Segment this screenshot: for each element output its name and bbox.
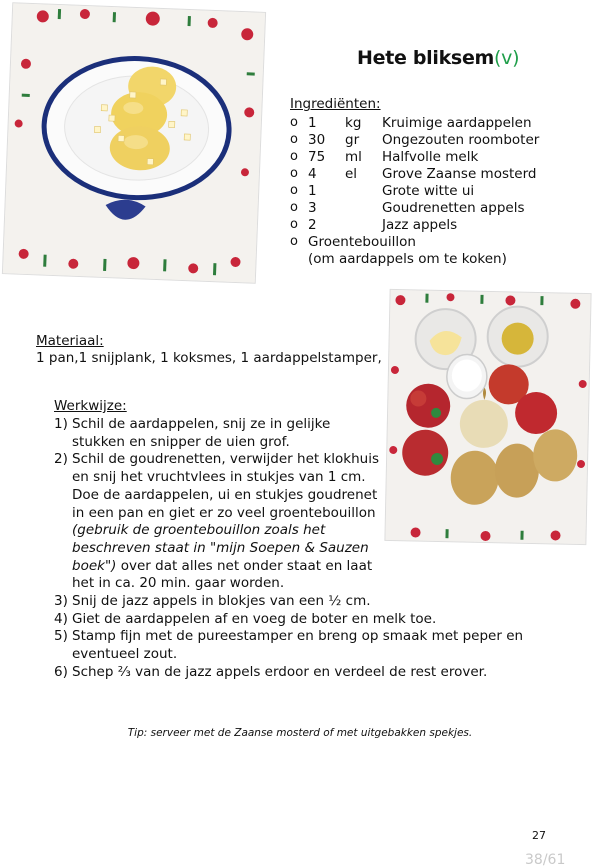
step-text: Schep ⅔ van de jazz appels erdoor en verdeel de rest erover. [72, 663, 488, 680]
step-text: Schil de goudrenetten, verwijder het klokhuis en snij het vruchtvlees in stukjes van 1 cm. Doe de aardappelen, ui en stukjes goudrenet in een pan en giet er zo veel groentebouillon [72, 451, 380, 521]
ingredient-name: Grove Zaanse mosterd [382, 166, 537, 182]
method-step [54, 628, 542, 663]
step-text: Snij de jazz appels in blokjes van een ½ cm. [72, 593, 371, 610]
ingredient-unit: gr [345, 132, 360, 148]
dish-photo-illustration [3, 3, 265, 282]
method-heading: Werkwijze: [54, 398, 127, 414]
step-number: 1) [54, 416, 68, 432]
bullet: o [290, 234, 298, 249]
ingredient-unit: ml [345, 149, 362, 165]
bullet: o [290, 217, 298, 232]
ingredient-name: Grote witte ui [382, 183, 475, 199]
ingredients-heading: Ingrediënten: [290, 96, 381, 112]
dish-photo [3, 3, 265, 282]
page-counter: 38/61 [525, 852, 566, 868]
vegetarian-marker: (v) [494, 47, 520, 69]
method-steps [54, 416, 542, 682]
materials-text: 1 pan,1 snijplank, 1 koksmes, 1 aardappelstamper, [36, 350, 382, 366]
step-number: 4) [54, 610, 68, 627]
bullet: o [290, 132, 298, 147]
ingredient-name: Halfvolle melk [382, 149, 479, 165]
ingredient-unit: kg [345, 115, 362, 131]
ingredient-qty: 4 [308, 166, 317, 182]
step-text: Stamp fijn met de pureestamper en breng op smaak met peper en eventueel zout. [72, 628, 524, 663]
serving-tip: Tip: serveer met de Zaanse mosterd of met uitgebakken spekjes. [127, 727, 473, 739]
ingredient-name: Groentebouillon [308, 234, 416, 250]
ingredient-qty: 1 [308, 183, 317, 199]
recipe-title-text: Hete bliksem [357, 47, 495, 69]
page-number: 27 [532, 829, 546, 842]
bullet: o [290, 200, 298, 215]
ingredient-unit: el [345, 166, 358, 182]
method-step [54, 611, 542, 629]
ingredient-qty: 75 [308, 149, 326, 165]
step-number: 2) [54, 451, 68, 468]
ingredient-name: Goudrenetten appels [382, 200, 525, 216]
step-number: 3) [54, 593, 68, 610]
ingredient-name: Kruimige aardappelen [382, 115, 532, 131]
step-text: over dat alles net onder staat en laat het in ca. 20 min. gaar worden. [72, 557, 373, 592]
ingredients-list [290, 115, 550, 275]
bullet: o [290, 149, 298, 164]
ingredient-name: Jazz appels [382, 217, 458, 233]
method-step [54, 593, 542, 611]
ingredient-note-text: (om aardappels om te koken) [308, 251, 507, 267]
ingredient-qty: 30 [308, 132, 326, 148]
method-step [54, 416, 384, 451]
ingredient-qty: 3 [308, 200, 317, 216]
materials-heading: Materiaal: [36, 333, 104, 349]
step-number: 5) [54, 628, 68, 645]
method-step-list [54, 416, 542, 682]
bullet: o [290, 183, 298, 198]
recipe-title [357, 47, 519, 69]
bullet: o [290, 115, 298, 130]
ingredient-qty: 2 [308, 217, 317, 233]
ingredient-qty: 1 [308, 115, 317, 131]
method-step [54, 451, 384, 593]
step-number: 6) [54, 663, 68, 680]
step-text-italic: (gebruik de groentebouillon zoals het beschreven staat in "mijn Soepen & Sauzen boek") [72, 522, 369, 574]
step-text: Giet de aardappelen af en voeg de boter en melk toe. [72, 610, 437, 627]
ingredient-name: Ongezouten roomboter [382, 132, 540, 148]
bullet: o [290, 166, 298, 181]
step-text: Schil de aardappelen, snij ze in gelijke stukken en snipper de uien grof. [72, 416, 331, 450]
method-step [54, 664, 542, 682]
